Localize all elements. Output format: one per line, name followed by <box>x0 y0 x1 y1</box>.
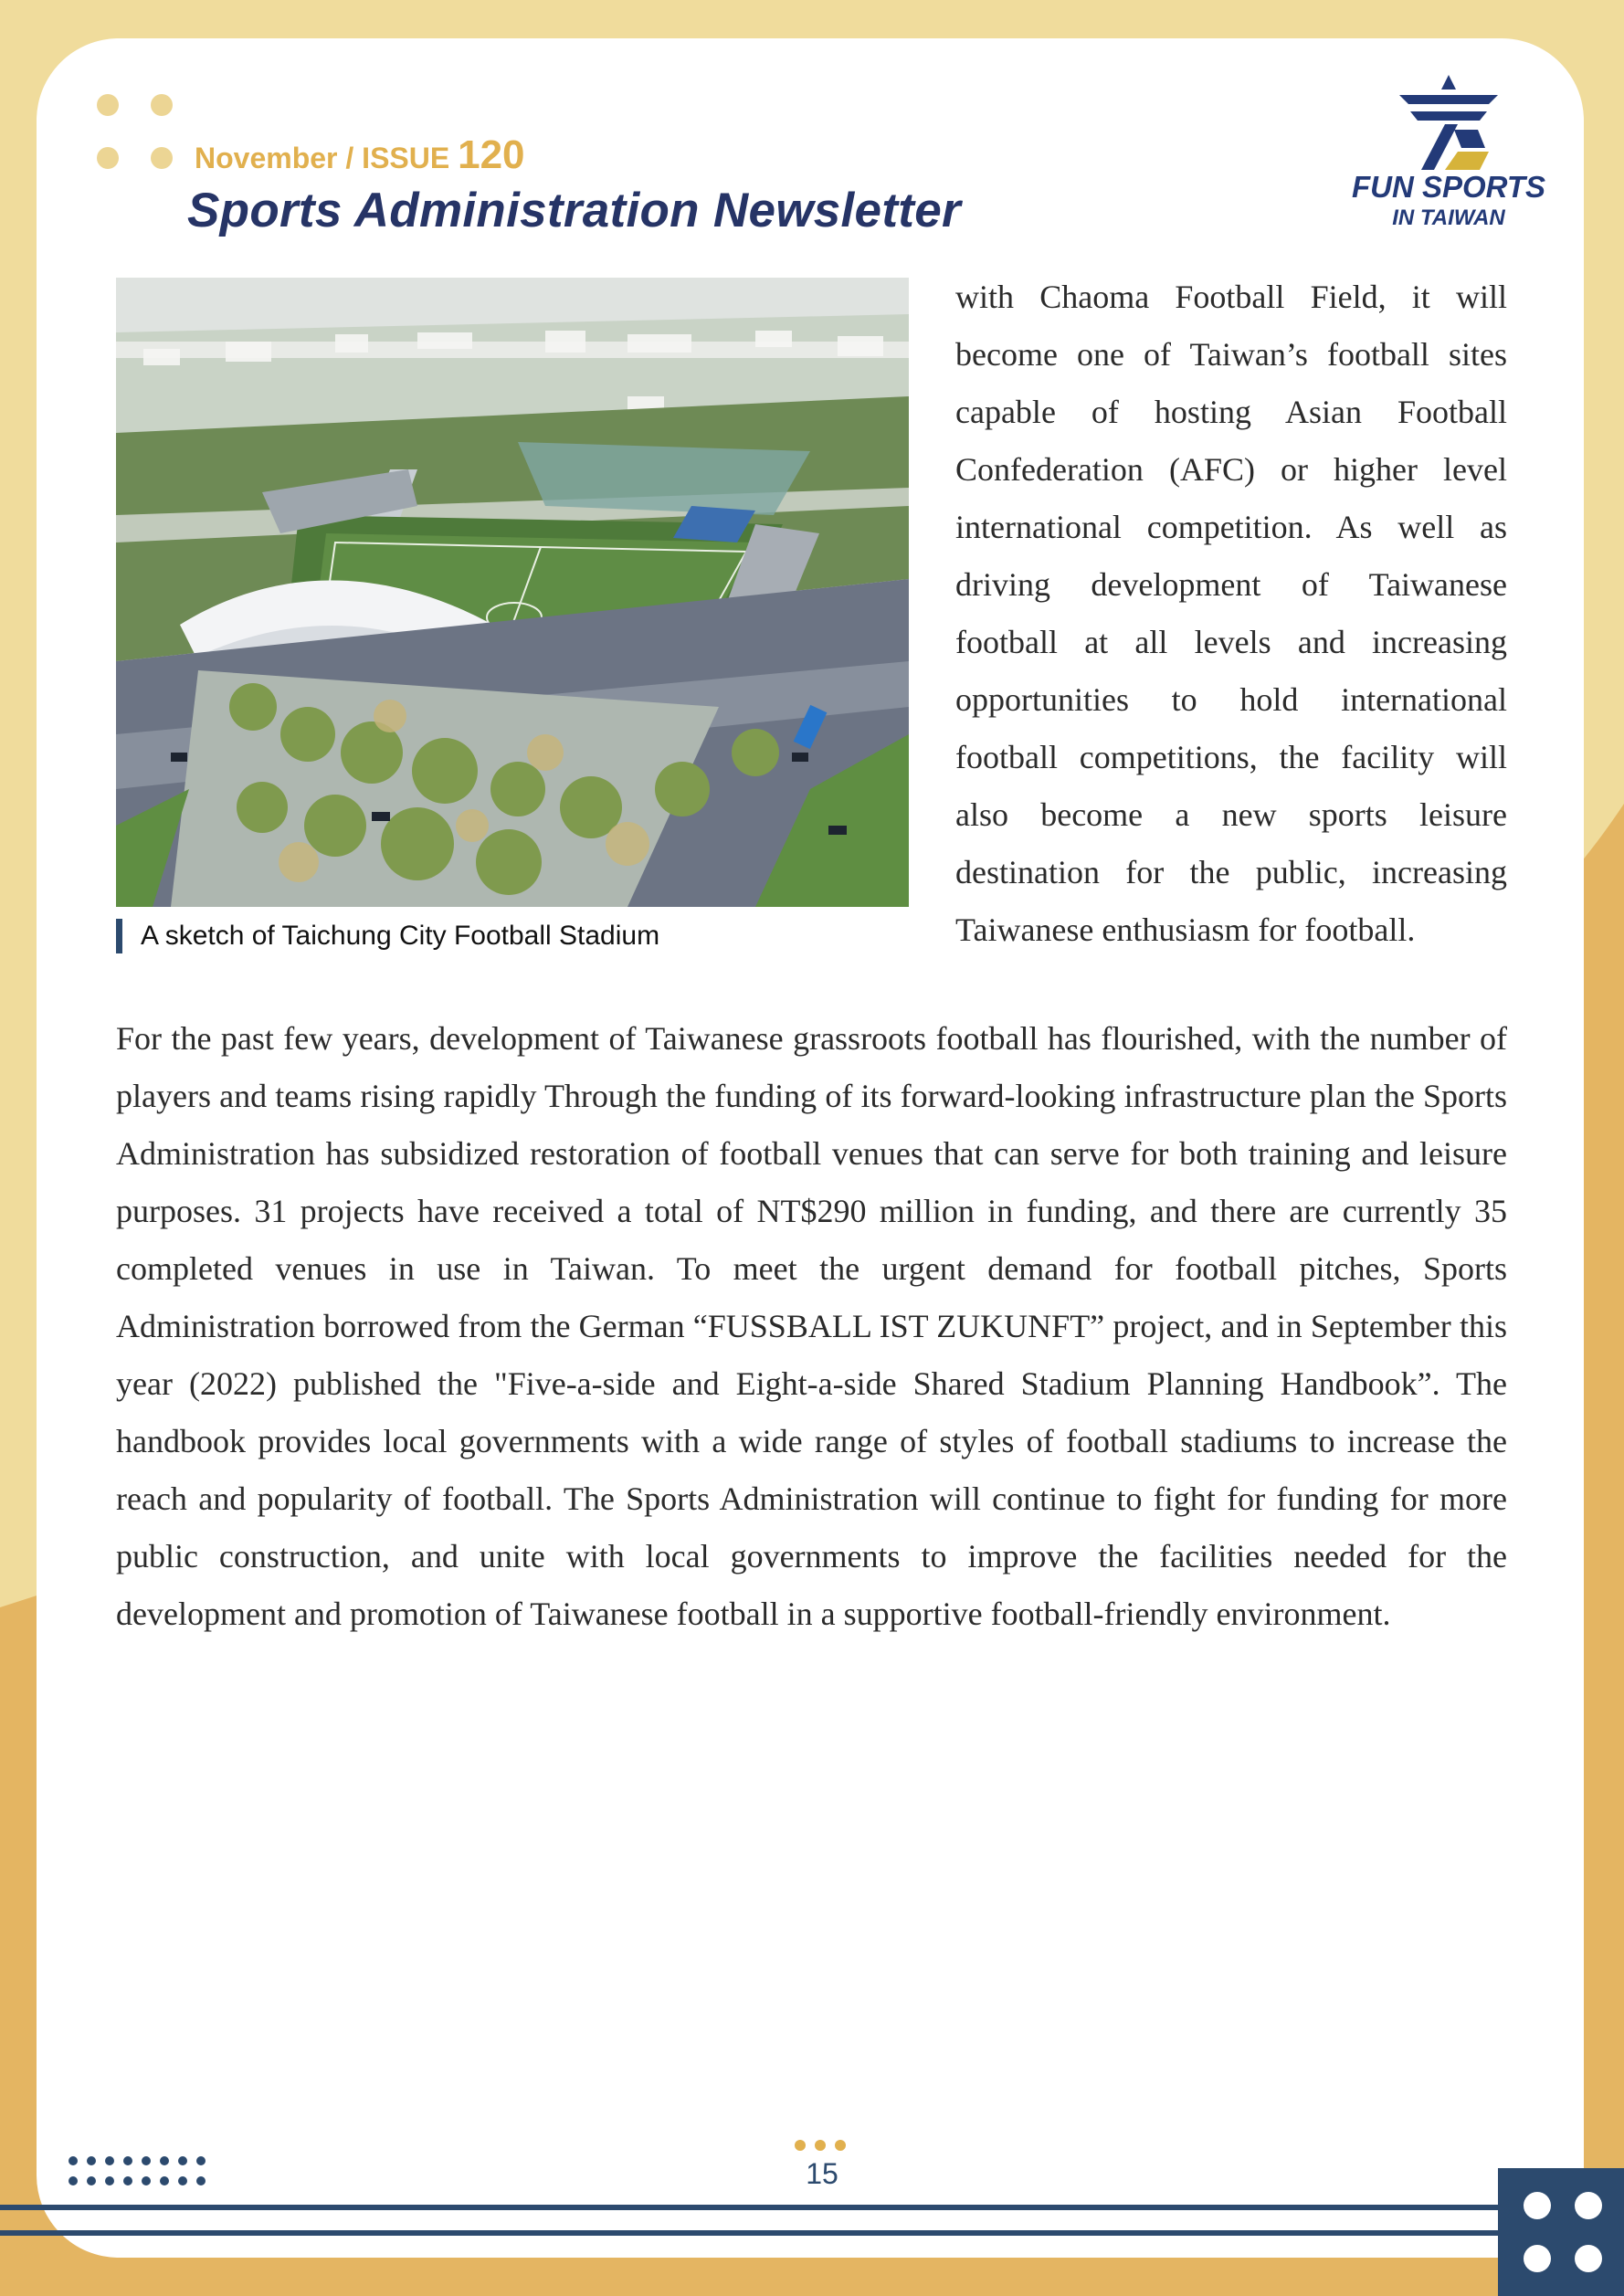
footer-stripes <box>0 2203 1624 2239</box>
corner-dot <box>1575 2192 1602 2219</box>
header-dot <box>151 94 173 116</box>
header-dot <box>97 147 119 169</box>
issue-number: 120 <box>458 132 525 177</box>
body-paragraph: For the past few years, development of Taiwanese grassroots football has flourished, with the number of players and teams rising rapidly Through the funding of its forward-looking infrastructure plan the Sports Administration has subsidized restoration of football venues that can serve for both training and leisure purposes. 31 projects have received a total of NT$290 million in funding, and there are currently 35 completed venues in use in Taiwan. To meet the urgent demand for football pitches, Sports Administration borrowed from the German “FUSSBALL IST ZUKUNFT” project, and in September this year (2022) published the "Five-a-side and Eight-a-side Shared Stadium Planning Handbook”. The handbook provides local governments with a wide range of styles of football stadiums to increase the reach and popularity of football. The Sports Administration will continue to fight for funding for more public construction, and unite with local governments to improve the facilities needed for the development and promotion of Taiwanese football in a supportive football-friendly environment. <box>116 1020 1507 1632</box>
fun-sports-logo-icon <box>1394 75 1503 175</box>
fun-sports-logo <box>1348 75 1549 235</box>
footer-corner-block <box>1498 2168 1624 2296</box>
column-paragraph: with Chaoma Football Field, it will become one of Taiwan’s football sites capable of hosting Asian Football Confederation (AFC) or higher level international competition. As well as driving development of Taiwanese football at all levels and increasing opportunities to hold international football competitions, the facility will also become a new sports leisure destination for the public, increasing Taiwanese enthusiasm for football. <box>955 279 1507 948</box>
page-number-dots <box>793 2138 848 2153</box>
stadium-sketch-image <box>116 278 909 907</box>
header-dot <box>151 147 173 169</box>
corner-dot <box>1575 2245 1602 2272</box>
issue-month: November / ISSUE <box>195 142 450 174</box>
footer-dot-grid <box>68 2154 223 2190</box>
corner-dot <box>1524 2192 1551 2219</box>
logo-line1: FUN SPORTS <box>1351 170 1546 204</box>
newsletter-title: Sports Administration Newsletter <box>187 184 961 237</box>
corner-dot <box>1524 2245 1551 2272</box>
page-number: 15 <box>806 2157 838 2190</box>
image-caption: A sketch of Taichung City Football Stadium <box>116 919 659 953</box>
logo-line2: IN TAIWAN <box>1392 205 1505 230</box>
logo-text <box>1348 170 1549 232</box>
header-dot <box>97 94 119 116</box>
issue-line <box>195 132 525 178</box>
